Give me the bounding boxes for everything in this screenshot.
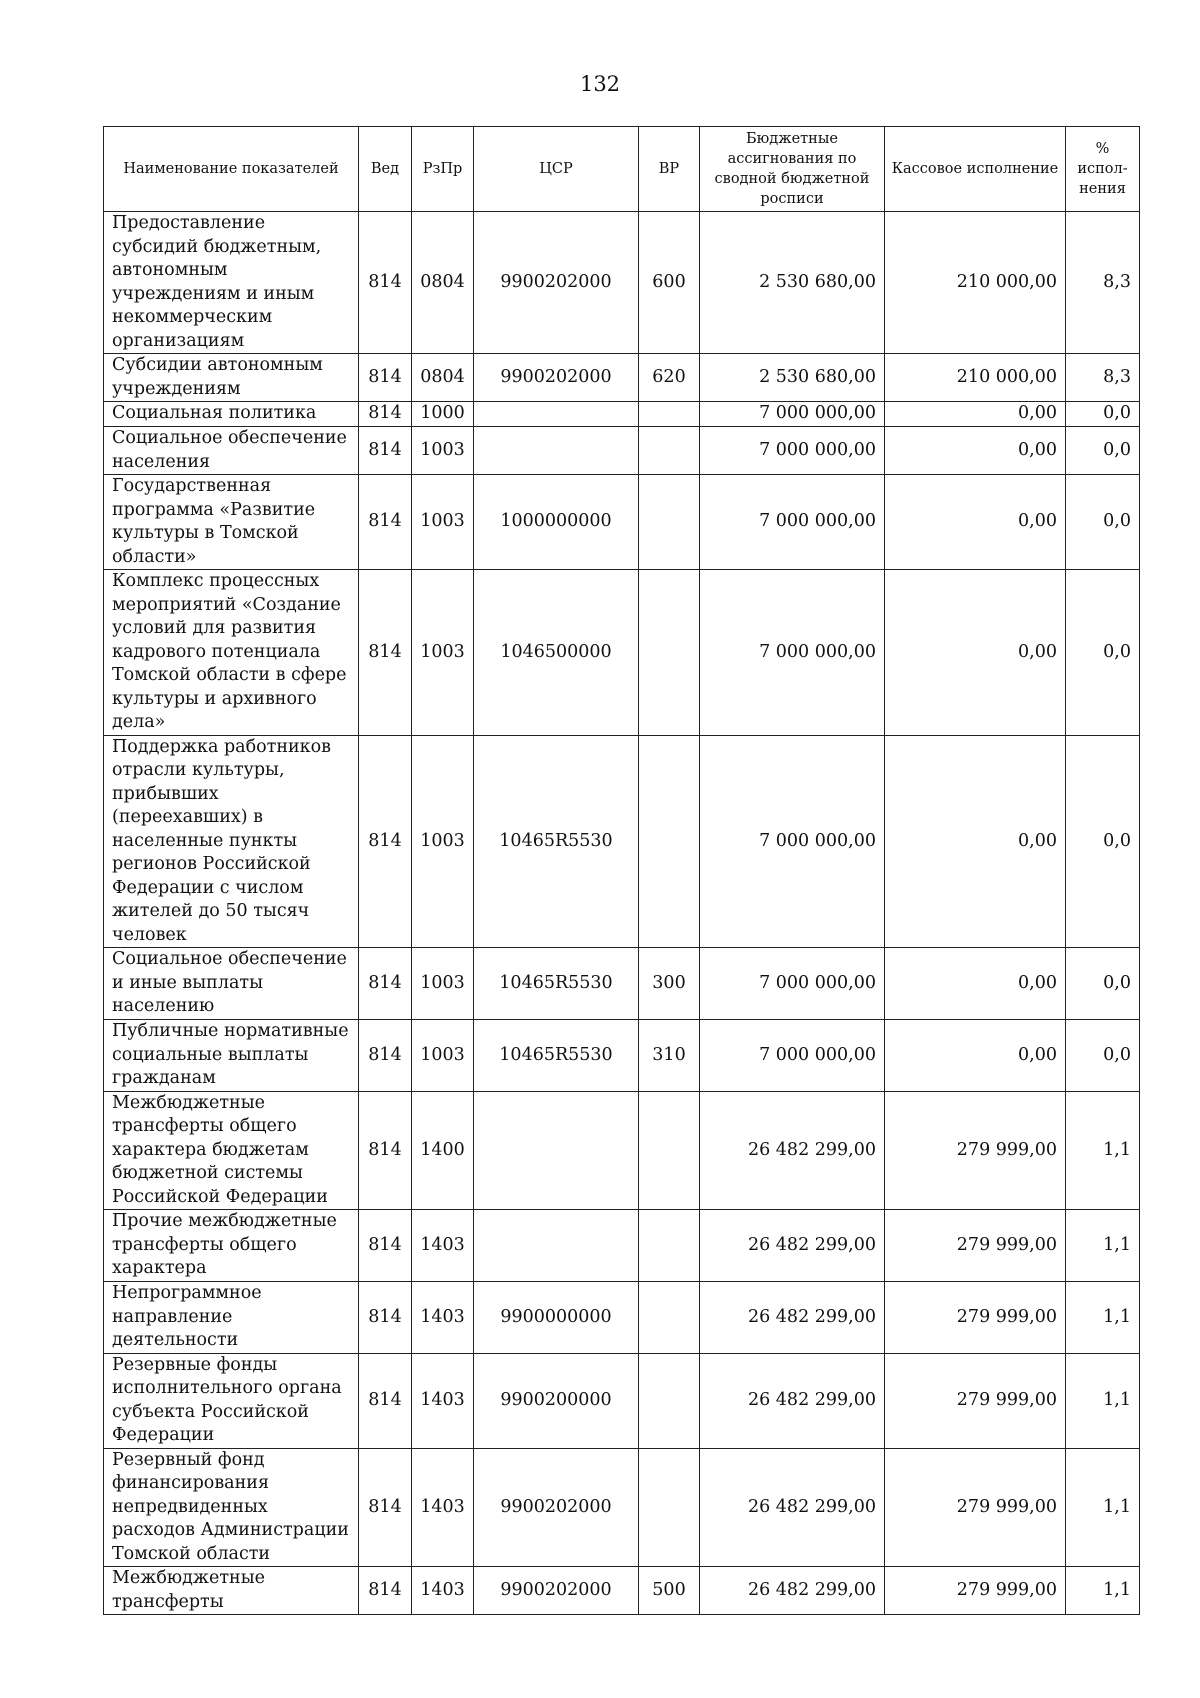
cell-cash: 210 000,00 — [885, 212, 1066, 354]
cell-vr: 620 — [639, 354, 700, 402]
cell-name: Публичные нормативные социальные выплаты гражданам — [104, 1020, 359, 1092]
cell-csr — [474, 1210, 639, 1282]
cell-ved: 814 — [359, 427, 412, 475]
cell-cash: 0,00 — [885, 570, 1066, 736]
cell-percent: 8,3 — [1066, 354, 1140, 402]
header-vr: ВР — [639, 127, 700, 212]
cell-vr — [639, 402, 700, 427]
cell-vr — [639, 1448, 700, 1567]
cell-percent: 1,1 — [1066, 1091, 1140, 1210]
table-row — [104, 1567, 1140, 1615]
cell-vr — [639, 1282, 700, 1354]
cell-ved: 814 — [359, 212, 412, 354]
cell-name: Комплекс процессных мероприятий «Создание условий для развития кадрового потенциала Томской области в сфере культуры и архивного дела» — [104, 570, 359, 736]
header-percent: % испол-нения — [1066, 127, 1140, 212]
cell-cash: 0,00 — [885, 735, 1066, 948]
table-row — [104, 402, 1140, 427]
table-row — [104, 1448, 1140, 1567]
cell-cash: 279 999,00 — [885, 1210, 1066, 1282]
cell-csr: 9900202000 — [474, 212, 639, 354]
cell-csr: 10465R5530 — [474, 948, 639, 1020]
cell-cash: 279 999,00 — [885, 1091, 1066, 1210]
cell-budget: 26 482 299,00 — [700, 1282, 885, 1354]
cell-csr: 10465R5530 — [474, 735, 639, 948]
cell-csr: 9900202000 — [474, 1448, 639, 1567]
cell-rzpr: 0804 — [412, 212, 474, 354]
cell-name: Социальное обеспечение населения — [104, 427, 359, 475]
cell-csr: 9900000000 — [474, 1282, 639, 1354]
cell-csr — [474, 427, 639, 475]
table-row — [104, 570, 1140, 736]
cell-percent: 0,0 — [1066, 475, 1140, 570]
table-row — [104, 427, 1140, 475]
cell-ved: 814 — [359, 1448, 412, 1567]
cell-vr: 300 — [639, 948, 700, 1020]
cell-cash: 279 999,00 — [885, 1448, 1066, 1567]
cell-ved: 814 — [359, 735, 412, 948]
cell-budget: 7 000 000,00 — [700, 570, 885, 736]
table-row — [104, 354, 1140, 402]
cell-name: Непрограммное направление деятельности — [104, 1282, 359, 1354]
cell-ved: 814 — [359, 1567, 412, 1615]
cell-cash: 0,00 — [885, 402, 1066, 427]
cell-budget: 26 482 299,00 — [700, 1091, 885, 1210]
cell-vr — [639, 475, 700, 570]
cell-budget: 26 482 299,00 — [700, 1210, 885, 1282]
cell-cash: 0,00 — [885, 475, 1066, 570]
cell-ved: 814 — [359, 1282, 412, 1354]
cell-percent: 1,1 — [1066, 1353, 1140, 1448]
cell-vr — [639, 735, 700, 948]
cell-cash: 279 999,00 — [885, 1282, 1066, 1354]
cell-vr: 600 — [639, 212, 700, 354]
cell-percent: 0,0 — [1066, 570, 1140, 736]
cell-ved: 814 — [359, 1210, 412, 1282]
cell-percent: 1,1 — [1066, 1567, 1140, 1615]
cell-rzpr: 1003 — [412, 735, 474, 948]
cell-cash: 0,00 — [885, 427, 1066, 475]
cell-rzpr: 1003 — [412, 475, 474, 570]
cell-budget: 7 000 000,00 — [700, 1020, 885, 1092]
cell-rzpr: 1400 — [412, 1091, 474, 1210]
cell-rzpr: 1403 — [412, 1210, 474, 1282]
cell-percent: 0,0 — [1066, 402, 1140, 427]
header-name: Наименование показателей — [104, 127, 359, 212]
cell-budget: 7 000 000,00 — [700, 475, 885, 570]
cell-name: Субсидии автономным учреждениям — [104, 354, 359, 402]
cell-cash: 0,00 — [885, 948, 1066, 1020]
cell-name: Прочие межбюджетные трансферты общего характера — [104, 1210, 359, 1282]
cell-rzpr: 1403 — [412, 1282, 474, 1354]
cell-rzpr: 1003 — [412, 948, 474, 1020]
cell-csr: 9900200000 — [474, 1353, 639, 1448]
cell-ved: 814 — [359, 475, 412, 570]
cell-vr — [639, 1353, 700, 1448]
cell-vr — [639, 1091, 700, 1210]
cell-ved: 814 — [359, 354, 412, 402]
cell-budget: 2 530 680,00 — [700, 354, 885, 402]
cell-csr — [474, 1091, 639, 1210]
cell-vr: 500 — [639, 1567, 700, 1615]
cell-name: Поддержка работников отрасли культуры, прибывших (переехавших) в населенные пункты регионов Российской Федерации с числом жителей до 50 тысяч человек — [104, 735, 359, 948]
cell-vr — [639, 1210, 700, 1282]
cell-csr: 1000000000 — [474, 475, 639, 570]
cell-name: Межбюджетные трансферты общего характера бюджетам бюджетной системы Российской Федерации — [104, 1091, 359, 1210]
cell-ved: 814 — [359, 1353, 412, 1448]
table-header-row — [104, 127, 1140, 212]
cell-rzpr: 1000 — [412, 402, 474, 427]
cell-cash: 279 999,00 — [885, 1567, 1066, 1615]
budget-execution-table — [103, 126, 1140, 1615]
cell-budget: 7 000 000,00 — [700, 948, 885, 1020]
cell-cash: 210 000,00 — [885, 354, 1066, 402]
page-number: 132 — [579, 72, 621, 96]
header-rzpr: РзПр — [412, 127, 474, 212]
table-row — [104, 1091, 1140, 1210]
cell-percent: 1,1 — [1066, 1282, 1140, 1354]
table-row — [104, 1020, 1140, 1092]
cell-budget: 7 000 000,00 — [700, 735, 885, 948]
cell-csr: 10465R5530 — [474, 1020, 639, 1092]
cell-rzpr: 1003 — [412, 1020, 474, 1092]
cell-name: Социальная политика — [104, 402, 359, 427]
cell-percent: 0,0 — [1066, 948, 1140, 1020]
header-budget: Бюджетные ассигнования по сводной бюджетной росписи — [700, 127, 885, 212]
cell-percent: 8,3 — [1066, 212, 1140, 354]
cell-rzpr: 0804 — [412, 354, 474, 402]
table-row — [104, 475, 1140, 570]
header-cash: Кассовое исполнение — [885, 127, 1066, 212]
cell-name: Государственная программа «Развитие культуры в Томской области» — [104, 475, 359, 570]
cell-vr: 310 — [639, 1020, 700, 1092]
cell-percent: 0,0 — [1066, 427, 1140, 475]
cell-ved: 814 — [359, 1091, 412, 1210]
cell-percent: 0,0 — [1066, 735, 1140, 948]
cell-rzpr: 1403 — [412, 1448, 474, 1567]
cell-budget: 26 482 299,00 — [700, 1448, 885, 1567]
cell-name: Предоставление субсидий бюджетным, автономным учреждениям и иным некоммерческим организациям — [104, 212, 359, 354]
table-row — [104, 948, 1140, 1020]
cell-budget: 7 000 000,00 — [700, 427, 885, 475]
cell-budget: 26 482 299,00 — [700, 1353, 885, 1448]
cell-rzpr: 1003 — [412, 427, 474, 475]
cell-name: Межбюджетные трансферты — [104, 1567, 359, 1615]
cell-budget: 26 482 299,00 — [700, 1567, 885, 1615]
cell-rzpr: 1403 — [412, 1353, 474, 1448]
cell-vr — [639, 427, 700, 475]
table-row — [104, 1282, 1140, 1354]
cell-cash: 0,00 — [885, 1020, 1066, 1092]
table-row — [104, 735, 1140, 948]
cell-budget: 7 000 000,00 — [700, 402, 885, 427]
cell-ved: 814 — [359, 948, 412, 1020]
cell-percent: 1,1 — [1066, 1448, 1140, 1567]
cell-percent: 1,1 — [1066, 1210, 1140, 1282]
cell-ved: 814 — [359, 402, 412, 427]
cell-vr — [639, 570, 700, 736]
cell-name: Резервный фонд финансирования непредвиденных расходов Администрации Томской области — [104, 1448, 359, 1567]
cell-name: Социальное обеспечение и иные выплаты населению — [104, 948, 359, 1020]
header-ved: Вед — [359, 127, 412, 212]
cell-ved: 814 — [359, 570, 412, 736]
cell-rzpr: 1003 — [412, 570, 474, 736]
cell-rzpr: 1403 — [412, 1567, 474, 1615]
cell-ved: 814 — [359, 1020, 412, 1092]
table-row — [104, 1210, 1140, 1282]
cell-name: Резервные фонды исполнительного органа субъекта Российской Федерации — [104, 1353, 359, 1448]
cell-percent: 0,0 — [1066, 1020, 1140, 1092]
table-row — [104, 1353, 1140, 1448]
header-csr: ЦСР — [474, 127, 639, 212]
cell-csr — [474, 402, 639, 427]
cell-cash: 279 999,00 — [885, 1353, 1066, 1448]
table-row — [104, 212, 1140, 354]
cell-budget: 2 530 680,00 — [700, 212, 885, 354]
cell-csr: 1046500000 — [474, 570, 639, 736]
cell-csr: 9900202000 — [474, 1567, 639, 1615]
cell-csr: 9900202000 — [474, 354, 639, 402]
